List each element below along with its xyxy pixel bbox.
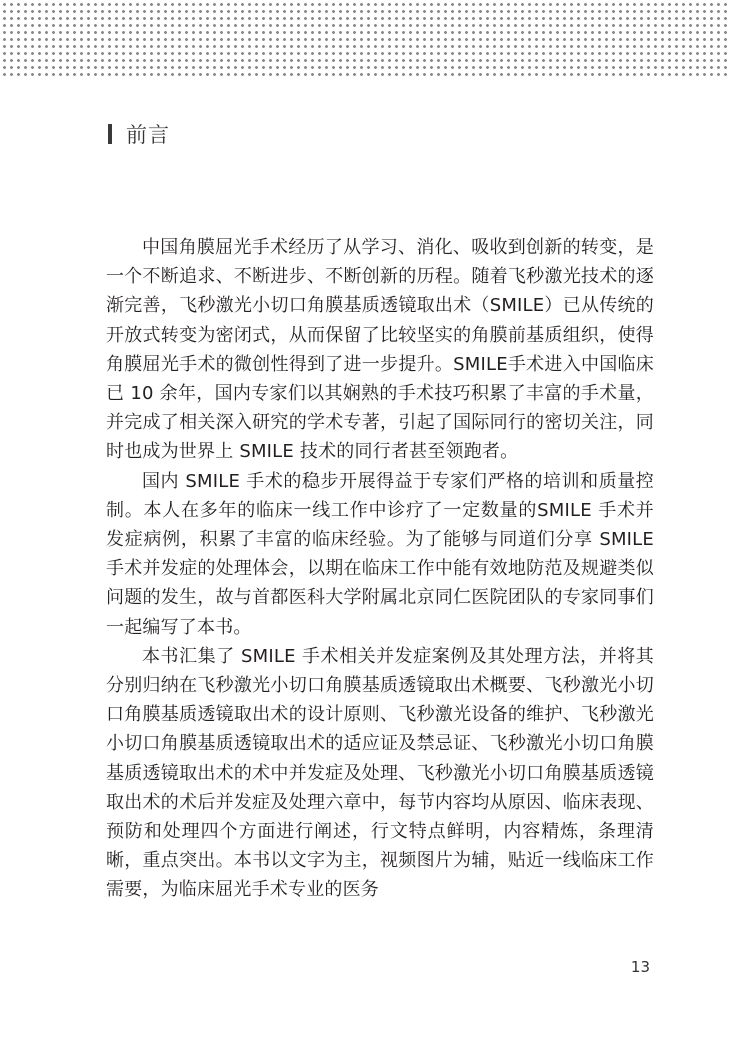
body-text (106, 233, 654, 905)
paragraph-2: 国内 SMILE 手术的稳步开展得益于专家们严格的培训和质量控制。本人在多年的临床一线工作中诊疗了一定数量的SMILE 手术并发症病例，积累了丰富的临床经验。为了能够与同道们分享 SMILE 手术并发症的处理体会，以期在临床工作中能有效地防范及规避类似问题的发生，故与首都医科大学附属北京同仁医院团队的专家同事们一起编写了本书。 (106, 470, 654, 638)
heading-marker-bar (108, 124, 112, 144)
section-title: 前言 (126, 123, 170, 147)
section-heading (108, 118, 170, 150)
decorative-dot-header (0, 0, 730, 80)
page-number: 13 (630, 958, 650, 976)
paragraph-1: 中国角膜屈光手术经历了从学习、消化、吸收到创新的转变，是一个不断追求、不断进步、不断创新的历程。随着飞秒激光技术的逐渐完善，飞秒激光小切口角膜基质透镜取出术（SMILE）已从传统的开放式转变为密闭式，从而保留了比较坚实的角膜前基质组织，使得角膜屈光手术的微创性得到了进一步提升。SMILE手术进入中国临床已 10 余年，国内专家们以其娴熟的手术技巧积累了丰富的手术量，并完成了相关深入研究的学术专著，引起了国际同行的密切关注，同时也成为世界上 SMILE 技术的同行者甚至领跑者。 (106, 237, 654, 463)
paragraph-3: 本书汇集了 SMILE 手术相关并发症案例及其处理方法，并将其分别归纳在飞秒激光小切口角膜基质透镜取出术概要、飞秒激光小切口角膜基质透镜取出术的设计原则、飞秒激光设备的维护、飞秒激光小切口角膜基质透镜取出术的适应证及禁忌证、飞秒激光小切口角膜基质透镜取出术的术中并发症及处理、飞秒激光小切口角膜基质透镜取出术的术后并发症及处理六章中，每节内容均从原因、临床表现、预防和处理四个方面进行阐述，行文特点鲜明，内容精炼，条理清晰，重点突出。本书以文字为主，视频图片为辅，贴近一线临床工作需要，为临床屈光手术专业的医务 (106, 645, 654, 901)
